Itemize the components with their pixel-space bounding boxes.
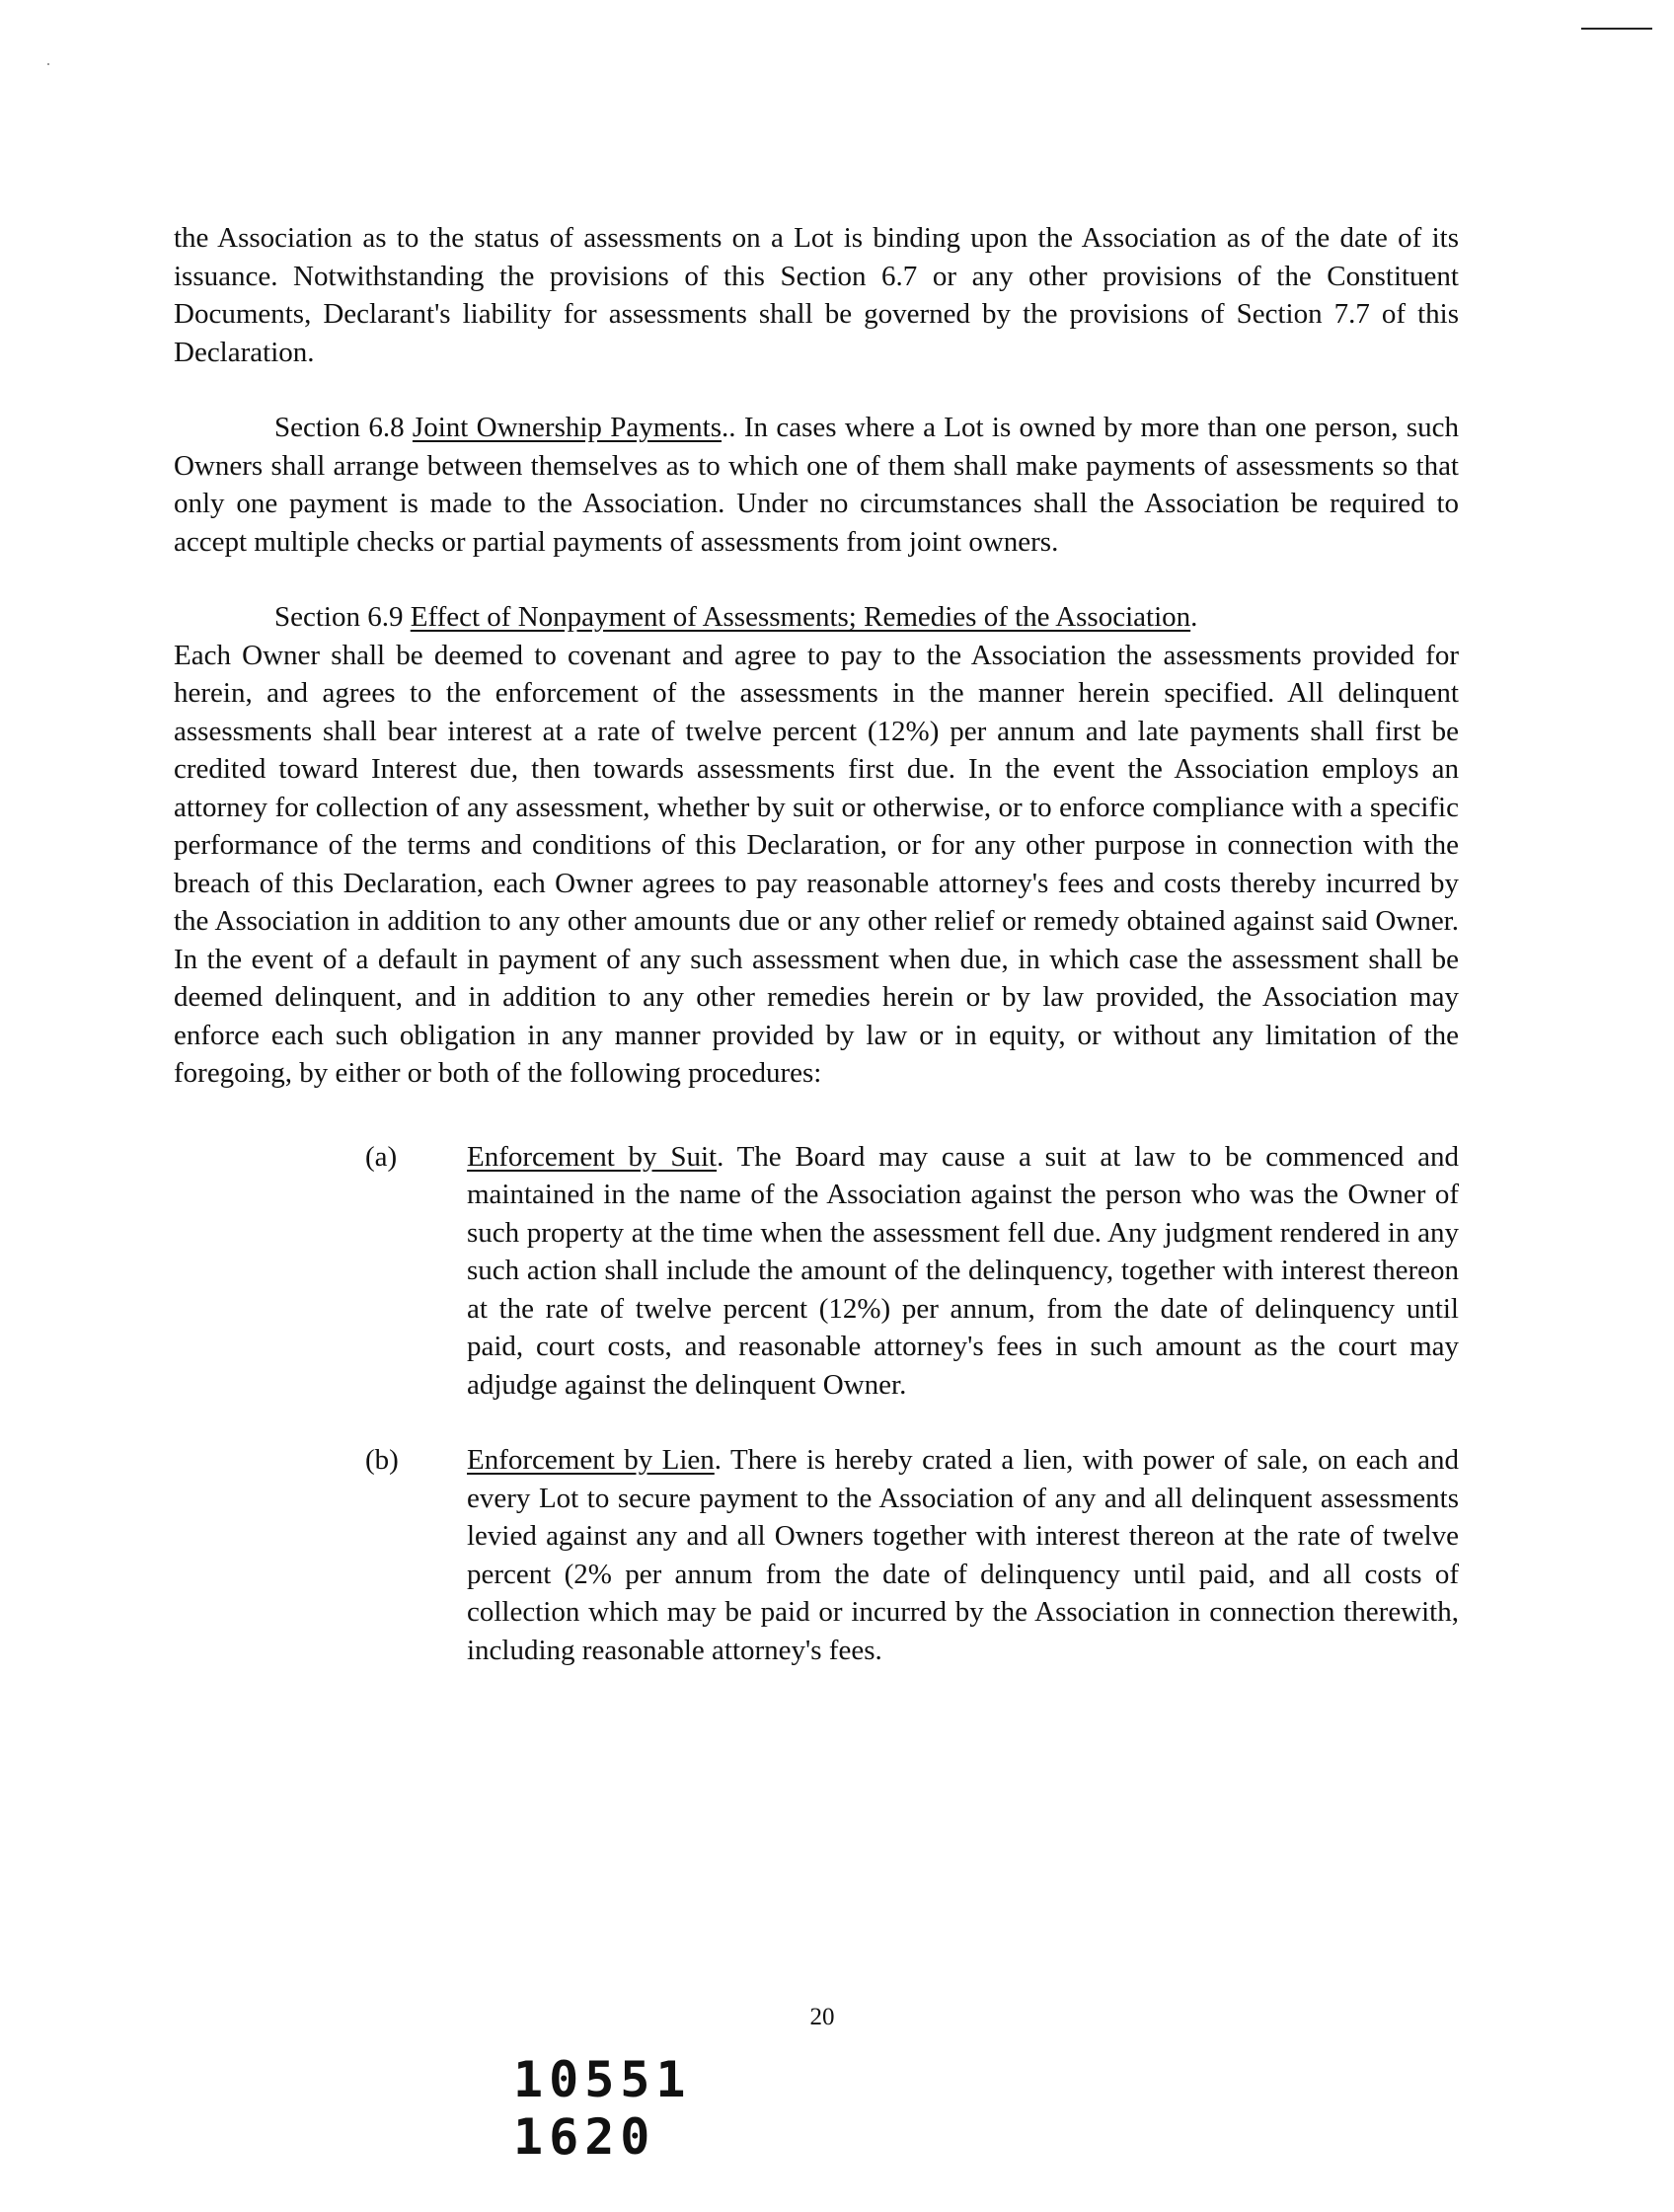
section-6-9-body: Each Owner shall be deemed to covenant and agree to pay to the Association the assessments provided for herein, and agrees to the enforcement of the assessments in the manner herein specified. All delinquent assessments shall bear interest at a rate of twelve percent (12%) per annum and late payments shall first be credited toward Interest due, then towards assessments first due. In the event the Association employs an attorney for collection of any assessment, whether by suit or otherwise, or to enforce compliance with a specific performance of the terms and conditions of this Declaration, or for any other purpose in connection with the breach of this Declaration, each Owner agrees to pay reasonable attorney's fees and costs thereby incurred by the Association in addition to any other amounts due or any other relief or remedy obtained against said Owner. In the event of a default in payment of any such assessment when due, in which case the assessment shall be deemed delinquent, and in addition to any other remedies herein or by law provided, the Association may enforce each such obligation in any manner provided by law or in equity, or without any limitation of the foregoing, by either or both of the following procedures: [174,639,1459,1089]
recording-book-page-stamp: 10551 1620 [513,2051,692,2166]
page-number: 20 [809,2004,835,2030]
section-6-9-number: Section 6.9 [274,601,404,633]
subsection-a-label: (a) [365,1140,398,1173]
document-page [174,219,1459,1669]
subsection-b-text: Enforcement by Lien. There is hereby crated a lien, with power of sale, on each and every Lot to secure payment to the Association of any and all delinquent assessments levied against any and all Owners together with interest thereon at the rate of twelve percent (2% per annum from the date of delinquency until paid, and all costs of collection which may be paid or incurred by the Association in connection therewith, including reasonable attorney's fees. [467,1444,1459,1666]
subsection-a-title: Enforcement by Suit [467,1140,718,1173]
scan-edge-mark [1581,28,1652,30]
section-6-9-title: Effect of Nonpayment of Assessments; Remedies of the Association [410,601,1191,633]
continuation-paragraph: the Association as to the status of assessments on a Lot is binding upon the Association as of the date of its issuance. Notwithstanding the provisions of this Section 6.7 or any other provisions of the Constituent Documents, Declarant's liability for assessments shall be governed by the provisions of Section 7.7 of this Declaration. [174,222,1459,368]
section-6-9-title-suffix: . [1190,601,1198,633]
subsection-a-body: The Board may cause a suit at law to be commenced and maintained in the name of the Association against the person who was the Owner of such property at the time when the assessment fell due. Any judgment rendered in any such action shall include the amount of the delinquency, together with interest thereon at the rate of twelve percent (12%) per annum, from the date of delinquency until paid, court costs, and reasonable attorney's fees in such amount as the court may adjudge against the delinquent Owner. [467,1140,1459,1401]
section-6-9-heading [174,598,1459,637]
subsection-a-text: Enforcement by Suit. The Board may cause a suit at law to be commenced and maintained in the name of the Association against the person who was the Owner of such property at the time when the assessment fell due. Any judgment rendered in any such action shall include the amount of the delinquency, together with interest thereon at the rate of twelve percent (12%) per annum, from the date of delinquency until paid, court costs, and reasonable attorney's fees in such amount as the court may adjudge against the delinquent Owner. [467,1140,1459,1401]
subsection-b [365,1441,1459,1669]
scan-speck [47,63,49,65]
enforcement-procedures-list [174,1138,1459,1670]
section-6-8-title-suffix: .. [722,412,736,443]
section-6-8-paragraph [174,409,1459,561]
subsection-a [365,1138,1459,1405]
section-6-8-title: Joint Ownership Payments [412,412,723,443]
subsection-b-body: There is hereby crated a lien, with power of sale, on each and every Lot to secure payment to the Association of any and all delinquent assessments levied against any and all Owners together with interest thereon at the rate of twelve percent (2% per annum from the date of delinquency until paid, and all costs of collection which may be paid or incurred by the Association in connection therewith, including reasonable attorney's fees. [467,1444,1459,1666]
subsection-b-label: (b) [365,1444,399,1476]
subsection-b-title: Enforcement by Lien [467,1444,715,1476]
section-6-8-number: Section 6.8 [274,412,405,443]
section-6-8-body: In cases where a Lot is owned by more than one person, such Owners shall arrange between themselves as to which one of them shall make payments of assessments so that only one payment is made to the Association. Under no circumstances shall the Association be required to accept multiple checks or partial payments of assessments from joint owners. [174,412,1459,558]
